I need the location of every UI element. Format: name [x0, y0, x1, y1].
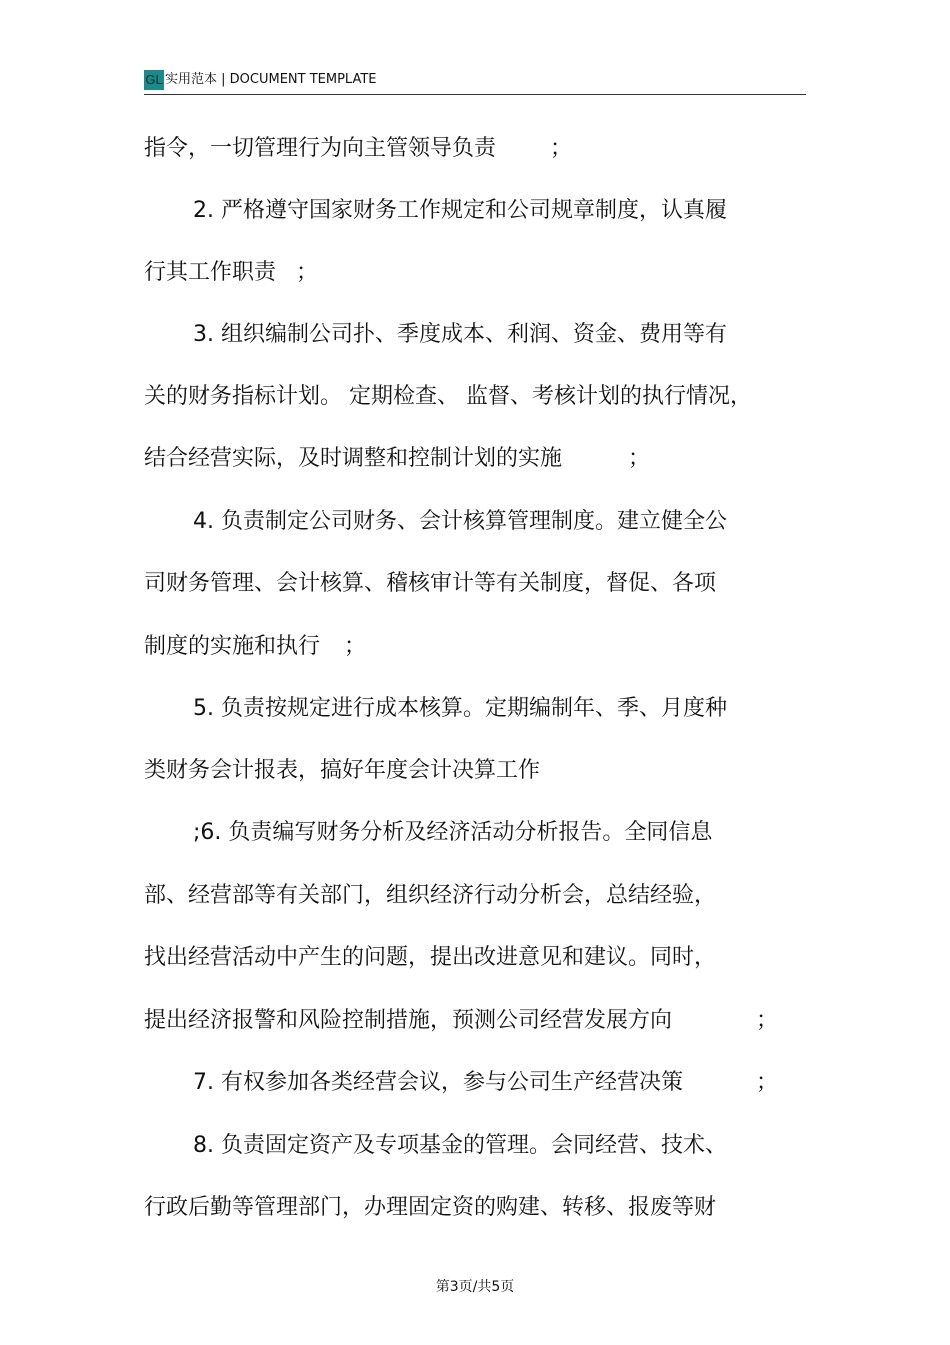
text-line-1: 指令，一切管理行为向主管领导负责 ；: [144, 134, 804, 164]
text-line-17: 8. 负责固定资产及专项基金的管理。会同经营、技术、: [193, 1133, 727, 1158]
header-title: 实用范本 | DOCUMENT TEMPLATE: [165, 72, 377, 87]
text-line-6: 结合经营实际，及时调整和控制计划的实施 ；: [144, 444, 804, 474]
text-line-18: 行政后勤等管理部门，办理固定资的购建、转移、报废等财: [144, 1195, 717, 1220]
text-line-7: 4. 负责制定公司财务、会计核算管理制度。建立健全公: [193, 509, 727, 534]
semicolon: ；: [296, 260, 319, 285]
semicolon: ；: [756, 1008, 779, 1033]
text-line-13: 部、经营部等有关部门，组织经济行动分析会，总结经验，: [144, 883, 717, 908]
text-line-10: 5. 负责按规定进行成本核算。定期编制年、季、月度种: [193, 696, 727, 721]
text-line-5: 关的财务指标计划。 定期检查、 监督、考核计划的执行情况，: [144, 384, 752, 409]
text-line-2: 2. 严格遵守国家财务工作规定和公司规章制度，认真履: [193, 198, 727, 223]
page-header: [144, 70, 806, 95]
text-line-11: 类财务会计报表，搞好年度会计决算工作: [144, 758, 541, 783]
text-line-15: 提出经济报警和风险控制措施，预测公司经营发展方向 ；: [144, 1006, 804, 1036]
text-line-3: 行其工作职责 ；: [144, 258, 804, 288]
semicolon: ；: [344, 634, 367, 659]
semicolon: ；: [628, 446, 651, 471]
page-number: 第3页/共5页: [435, 1279, 515, 1295]
text-line-9: 制度的实施和执行 ；: [144, 632, 804, 662]
text-line-16: 7. 有权参加各类经营会议，参与公司生产经营决策 ；: [193, 1068, 853, 1098]
gl-logo-icon: GL: [144, 70, 164, 90]
semicolon: ；: [550, 136, 573, 161]
semicolon: ；: [756, 1070, 779, 1095]
text-line-14: 找出经营活动中产生的问题，提出改进意见和建议。同时，: [144, 945, 717, 970]
text-line-12: ;6. 负责编写财务分析及经济活动分析报告。全同信息: [193, 820, 713, 845]
text-line-4: 3. 组织编制公司扑、季度成本、利润、资金、费用等有: [193, 322, 727, 347]
text-line-8: 司财务管理、会计核算、稽核审计等有关制度，督促、各项: [144, 571, 717, 596]
